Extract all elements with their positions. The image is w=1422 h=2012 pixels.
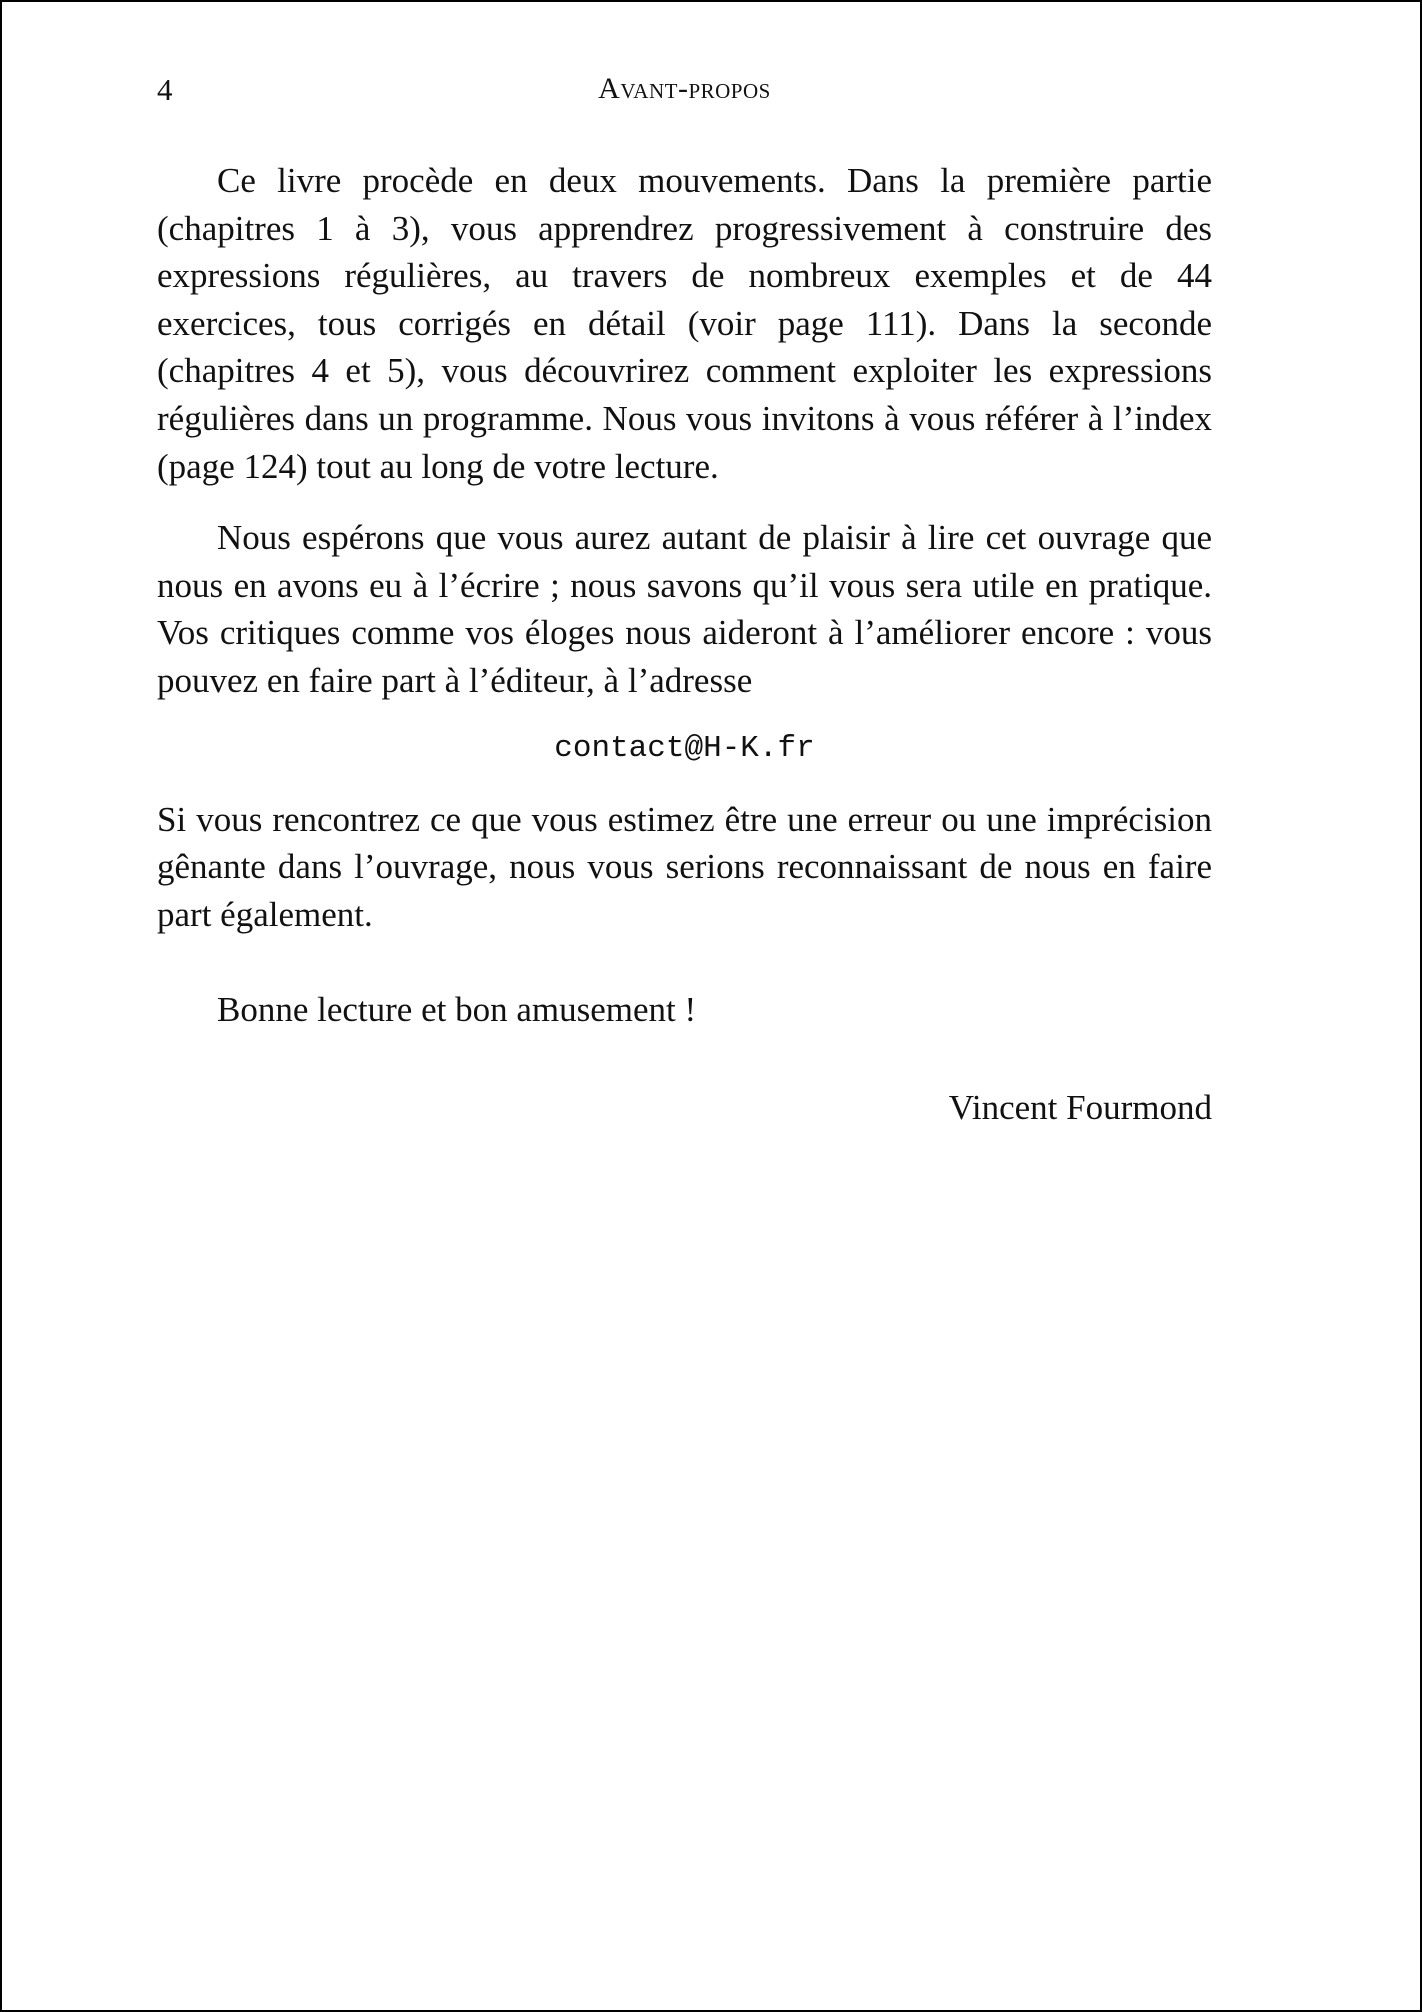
page-number: 4 [157,72,173,107]
page-body [157,157,1212,1132]
page-header [157,72,1212,112]
running-title: Avant-propos [598,72,771,105]
paragraph-intro: Ce livre procède en deux mouvements. Dans la première partie (chapitres 1 à 3), vous apprendrez progressivement à construire des expressions régulières, au travers de nombreux exemples et de 44 exercices, tous corrigés en détail (voir page 111). Dans la seconde (chapitres 4 et 5), vous découvrirez comment exploiter les expressions régulières dans un programme. Nous vous invitons à vous référer à l’index (page 124) tout au long de votre lecture. [157,161,1212,486]
author-signature: Vincent Fourmond [948,1087,1212,1127]
paragraph-hope: Nous espérons que vous aurez autant de plaisir à lire cet ouvrage que nous en avons eu à l’écrire ; nous savons qu’il vous sera utile en pratique. Vos critiques comme vos éloges nous aideront à l’améliorer encore : vous pouvez en faire part à l’éditeur, à l’adresse [157,518,1212,700]
paragraph-errata: Si vous rencontrez ce que vous estimez être une erreur ou une imprécision gênante dans l’ouvrage, nous vous serions reconnaissant de nous en faire part également. [157,799,1212,934]
contact-email: contact@H-K.fr [554,730,815,766]
closing-line: Bonne lecture et bon amusement ! [217,990,697,1030]
